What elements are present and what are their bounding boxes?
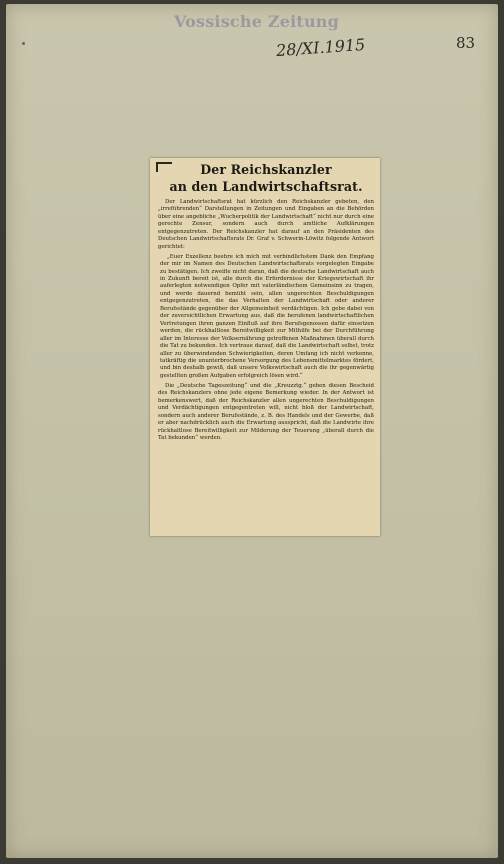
article-closing: Die „Deutsche Tageszeitung“ und die „Kreuzztg.“ geben diesen Bescheid des Reichskanzlers ohne jede eigene Bemerkung wieder. In der Antwort ist bemerkenswert, daß der Reichskanzler allen ungerechten Beschuldigungen und Verdächtigungen entgegentreten will, nicht bloß der Landwirtschaft, sondern auch anderer Berufsstände, z. B. des Handels und der Gewerbe, daß er aber nachdrücklich auch die Erwartung ausspricht, daß die Landwirte ihre rückhaltlose Bereitwilligkeit zur Milderung der Teuerung „überall durch die Tat bekunden“ werden. — [158, 382, 374, 442]
corner-bracket — [156, 162, 172, 172]
article-quote: „Euer Exzellenz beehre ich mich mit verbindlichstem Dank den Empfang der mir im Namen des Deutschen Landwirtschaftsrats vorgelegten Eingabe zu bestätigen. Ich zweifle nicht daran, daß die deutsche Landwirtschaft auch in Zukunft bereit ist, alle durch die Erfordernisse der Kriegswirtschaft ihr auferlegten notwendigen Opfer mit vaterländischem Gemeinsinn zu tragen, und werde dauernd bemüht sein, allen ungerechten Beschuldigungen entgegenzutreten, die das Verhalten der Landwirtschaft oder anderer Berufsstände gegenüber der Allgemeinheit verdächtigen. Ich gebe dabei von der zuversichtlichen Erwartung aus, daß die berufenen landwirtschaftlichen Vertretungen ihren ganzen Einfluß auf ihre Berufsgenossen dafür einsetzen werden, die rückhaltlose Bereitwilligkeit zur Mithilfe bei der Durchführung aller im Interesse der Volksernährung getroffenen Maßnahmen überall durch die Tat zu bekunden. Ich vertraue darauf, daß die Landwirtschaft selbst, trotz aller zu überwindenden Schwierigkeiten, deren Umfang ich nicht verkenne, tatkräftig die ununterbrochene Versorgung des Lebensmittelmarktes fördert, und bin deshalb gewiß, daß unsere Volkswirtschaft auch die ihr gegenwärtig gestellten großen Aufgaben erfolgreich lösen wird.“ — [160, 253, 374, 379]
newspaper-stamp: Vossische Zeitung — [174, 12, 340, 31]
headline-line-2: an den Landwirtschaftsrat. — [169, 179, 363, 194]
page-number: 83 — [456, 34, 476, 52]
headline-line-1: Der Reichskanzler — [200, 162, 332, 177]
handwritten-date: 28/XI.1915 — [275, 34, 366, 61]
newspaper-clipping — [150, 158, 380, 536]
paper-mark — [22, 42, 25, 45]
article-headline — [158, 161, 374, 195]
article-intro: Der Landwirtschaftsrat hat kürzlich den Reichskanzler gebeten, den „irreführenden“ Darstellungen in Zeitungen und Eingaben an die Behörden über eine angebliche „Wucherpolitik der Landwirtschaft“ nicht nur durch eine gerechte Zensur, sondern auch durch amtliche Aufklärungen entgegenzutreten. Der Reichskanzler hat darauf an den Präsidenten des Deutschen Landwirtschaftsrats Dr. Graf v. Schwerin-Löwitz folgende Antwort gerichtet: — [158, 199, 374, 250]
